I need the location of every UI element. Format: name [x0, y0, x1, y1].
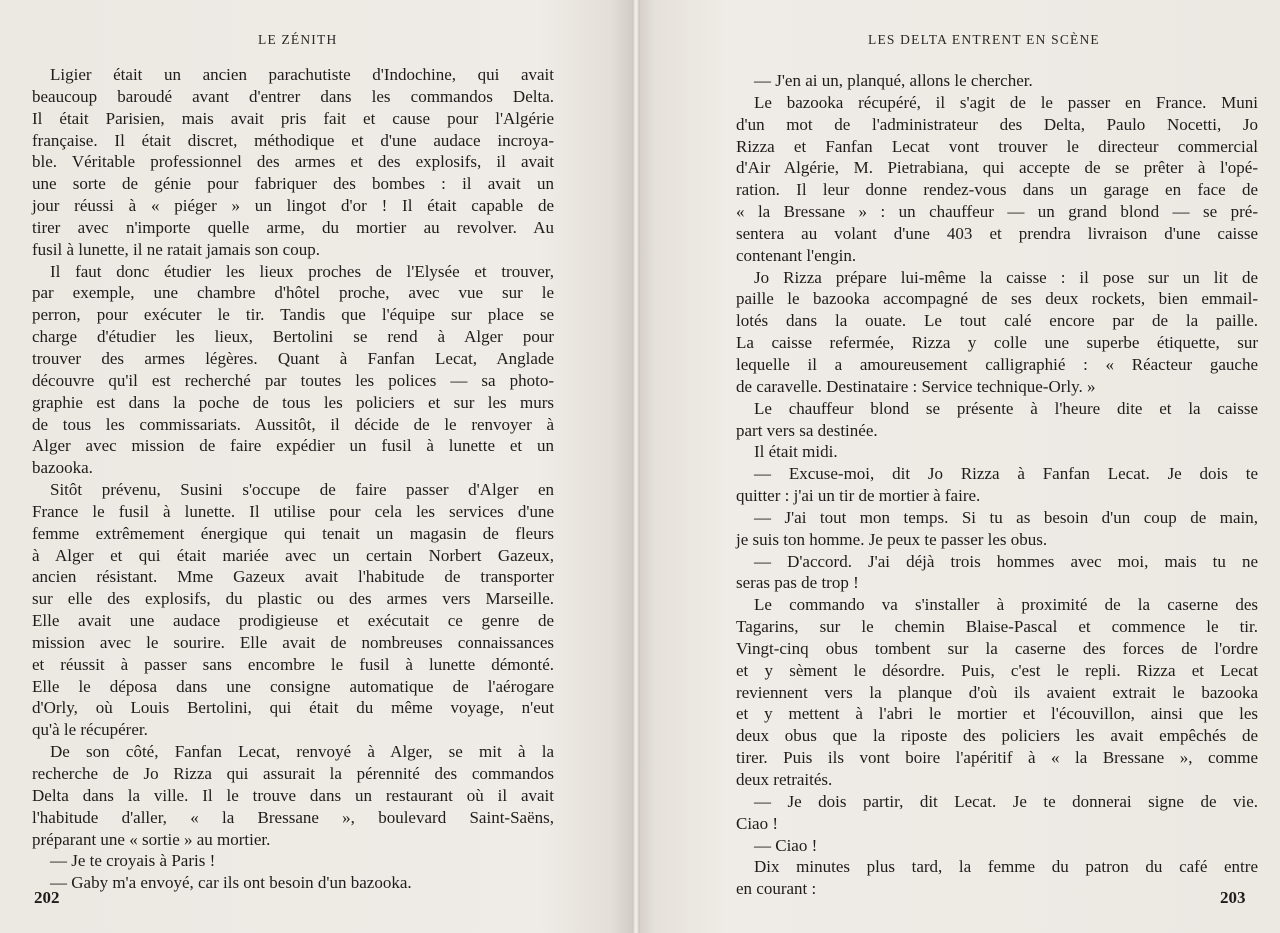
text-line: quitter : j'ai un tir de mortier à faire.	[736, 486, 981, 506]
text-line: Rizza et Fanfan Lecat vont trouver le directeur commercial	[736, 136, 1258, 156]
text-line: La caisse refermée, Rizza y colle une superbe étiquette, sur	[736, 333, 1258, 353]
text-line: une sorte de génie pour fabriquer des bombes : il avait un	[32, 174, 554, 194]
text-line: Dix minutes plus tard, la femme du patron du café entre	[754, 857, 1258, 877]
text-line: deux retraités.	[736, 770, 833, 789]
left-page	[0, 0, 636, 933]
text-line: Alger avec mission de faire expédier un fusil à lunette et un	[32, 436, 554, 456]
text-line: — Je dois partir, dit Lecat. Je te donnerai signe de vie.	[754, 791, 1258, 811]
text-line: France le fusil à lunette. Il utilise pour cela les services d'une	[32, 501, 554, 521]
text-line: Vingt-cinq obus tombent sur la caserne des forces de l'ordre	[736, 638, 1258, 658]
running-head-right: LES DELTA ENTRENT EN SCÈNE	[868, 32, 1100, 47]
text-line: — J'ai tout mon temps. Si tu as besoin d'un coup de main,	[754, 507, 1258, 527]
text-line: Il était midi.	[754, 442, 838, 462]
text-line: lequelle il a amoureusement calligraphié : « Réacteur gauche	[736, 354, 1258, 374]
text-line: jour réussi à « piéger » un lingot d'or ! Il était capable de	[32, 196, 554, 216]
right-page-body	[736, 70, 1258, 900]
text-line: ancien résistant. Mme Gazeux avait l'habitude de transporter	[32, 567, 554, 587]
text-line: — Ciao !	[754, 835, 818, 855]
text-line: de tous les commissariats. Aussitôt, il décide de le renvoyer à	[32, 414, 554, 434]
text-line: de caravelle. Destinataire : Service technique-Orly. »	[736, 376, 1096, 396]
book-spine	[632, 0, 640, 933]
text-line: qu'à le récupérer.	[32, 720, 148, 740]
text-line: bazooka.	[32, 458, 93, 478]
text-line: d'Air Algérie, M. Pietrabiana, qui accepte de se prêter à l'opé-	[736, 158, 1258, 178]
text-line: charge d'étudier les lieux, Bertolini se rend à Alger pour	[32, 327, 554, 347]
text-line: Ligier était un ancien parachutiste d'Indochine, qui avait	[50, 65, 554, 84]
left-page-body	[32, 64, 554, 894]
text-line: d'Orly, où Louis Bertolini, qui était du même voyage, n'eut	[32, 698, 554, 718]
text-line: fusil à lunette, il ne ratait jamais son coup.	[32, 239, 320, 259]
text-line: trouver des armes légères. Quant à Fanfan Lecat, Anglade	[32, 348, 554, 368]
text-line: ble. Véritable professionnel des armes et des explosifs, il avait	[32, 152, 554, 172]
text-line: par exemple, une chambre d'hôtel proche, avec vue sur le	[32, 283, 554, 303]
right-page	[636, 0, 1280, 933]
text-line: d'un mot de l'administrateur des Delta, Paulo Nocetti, Jo	[736, 114, 1258, 134]
text-line: De son côté, Fanfan Lecat, renvoyé à Alger, se mit à la	[50, 742, 554, 762]
text-line: — D'accord. J'ai déjà trois hommes avec moi, mais tu ne	[754, 551, 1258, 571]
text-line: et y mettent à l'abri le mortier et l'écouvillon, ainsi que les	[736, 704, 1258, 724]
text-line: Elle le déposa dans une consigne automatique de l'aérogare	[32, 676, 554, 696]
text-line: en courant :	[736, 879, 817, 899]
text-line: Il était Parisien, mais avait pris fait et cause pour l'Algérie	[32, 108, 554, 128]
page-number-right: 203	[1220, 888, 1246, 907]
text-line: seras pas de trop !	[736, 573, 859, 593]
text-line: ration. Il leur donne rendez-vous dans un garage en face de	[736, 180, 1258, 200]
text-line: Ciao !	[736, 813, 779, 833]
text-line: — Excuse-moi, dit Jo Rizza à Fanfan Lecat. Je dois te	[754, 464, 1258, 484]
text-line: femme extrêmement énergique qui tenait un magasin de fleurs	[32, 523, 554, 543]
running-head-left: LE ZÉNITH	[258, 32, 338, 47]
text-line: Le bazooka récupéré, il s'agit de le passer en France. Muni	[754, 92, 1258, 112]
text-line: mission avec le sourire. Elle avait de nombreuses connaissances	[32, 632, 554, 652]
page-number-left: 202	[34, 888, 60, 907]
text-line: Le commando va s'installer à proximité de la caserne des	[754, 595, 1258, 615]
text-line: Tagarins, sur le chemin Blaise-Pascal et commence le tir.	[736, 617, 1258, 637]
text-line: Jo Rizza prépare lui-même la caisse : il pose sur un lit de	[754, 267, 1258, 287]
text-line: et réussit à passer sans encombre le fusil à lunette démonté.	[32, 654, 554, 674]
text-line: part vers sa destinée.	[736, 420, 878, 440]
text-line: sentera au volant d'une 403 et prendra livraison d'une caisse	[736, 223, 1258, 243]
text-line: contenant l'engin.	[736, 245, 857, 265]
text-line: tirer. Puis ils vont boire l'apéritif à « la Bressane », comme	[736, 748, 1258, 768]
text-line: Delta dans la ville. Il le trouve dans un restaurant où il avait	[32, 785, 554, 805]
text-line: — J'en ai un, planqué, allons le chercher.	[754, 71, 1033, 90]
text-line: préparant une « sortie » au mortier.	[32, 829, 271, 849]
text-line: recherche de Jo Rizza qui assurait la pérennité des commandos	[32, 764, 554, 783]
text-line: « la Bressane » : un chauffeur — un grand blond — se pré-	[736, 202, 1258, 222]
text-line: — Je te croyais à Paris !	[50, 851, 216, 871]
text-line: l'habitude d'aller, « la Bressane », boulevard Saint-Saëns,	[32, 807, 554, 827]
text-line: graphie est dans la poche de tous les policiers et sur les murs	[32, 392, 554, 412]
text-line: je suis ton homme. Je peux te passer les obus.	[736, 529, 1048, 549]
text-line: deux obus que la riposte des policiers les avait empêchés de	[736, 726, 1258, 746]
text-line: Sitôt prévenu, Susini s'occupe de faire passer d'Alger en	[50, 480, 554, 500]
text-line: beaucoup baroudé avant d'entrer dans les commandos Delta.	[32, 86, 554, 106]
text-line: lotés dans la ouate. Le tout calé encore par de la paille.	[736, 311, 1258, 331]
text-line: Le chauffeur blond se présente à l'heure dite et la caisse	[754, 398, 1258, 418]
text-line: sur elle des explosifs, du plastic ou des armes vers Marseille.	[32, 589, 554, 609]
text-line: Il faut donc étudier les lieux proches de l'Elysée et trouver,	[50, 261, 554, 281]
text-line: et y sèment le désordre. Puis, c'est le repli. Rizza et Lecat	[736, 660, 1258, 680]
text-line: à Alger et qui était mariée avec un certain Norbert Gazeux,	[32, 545, 554, 565]
text-line: perron, pour exécuter le tir. Tandis que l'équipe sur place se	[32, 305, 554, 325]
text-line: paille le bazooka accompagné de ses deux rockets, bien emmail-	[736, 289, 1258, 309]
text-line: tirer avec n'importe quelle arme, du mortier au revolver. Au	[32, 217, 554, 237]
text-line: Elle avait une audace prodigieuse et exécutait ce genre de	[32, 611, 554, 631]
text-line: française. Il était discret, méthodique et d'une audace incroya-	[32, 130, 554, 150]
text-line: découvre qu'il est recherché par toutes les polices — sa photo-	[32, 370, 554, 390]
text-line: — Gaby m'a envoyé, car ils ont besoin d'un bazooka.	[50, 873, 412, 893]
text-line: reviennent vers la planque d'où ils avaient extrait le bazooka	[736, 682, 1258, 702]
